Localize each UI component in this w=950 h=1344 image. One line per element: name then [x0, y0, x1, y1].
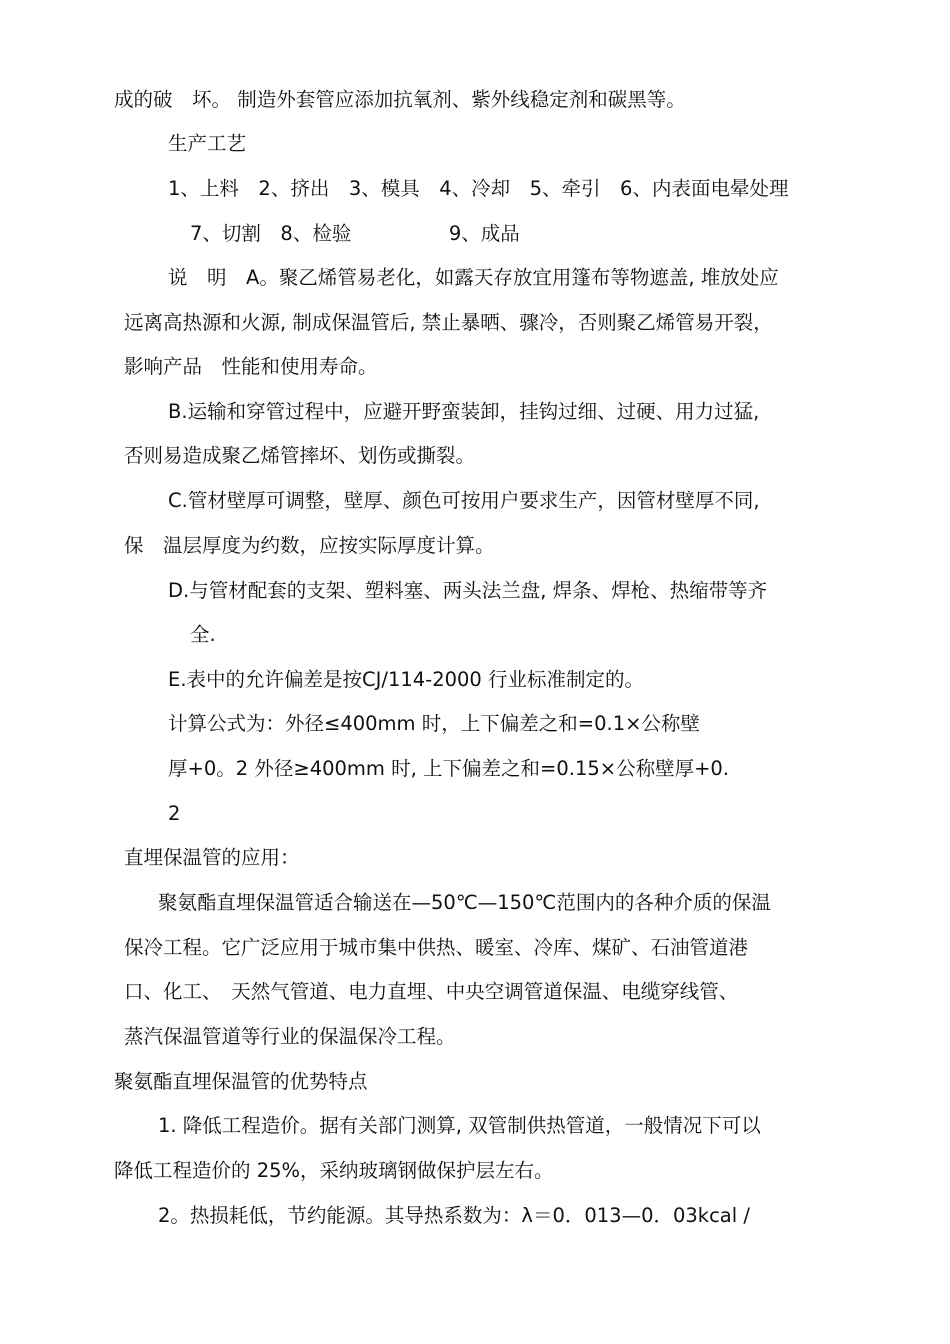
text-line: 降低工程造价的 25%，采纳玻璃钢做保护层左右。 — [114, 1159, 554, 1182]
text-line: 蒸汽保温管道等行业的保温保冷工程。 — [124, 1025, 456, 1048]
text-line: 远离高热源和火源, 制成保温管后, 禁止暴晒、骤冷，否则聚乙烯管易开裂， — [124, 311, 773, 334]
text-line: 聚氨酯直埋保温管适合输送在—50℃—150℃范围内的各种介质的保温 — [158, 891, 771, 914]
text-line: 说 明 A。聚乙烯管易老化，如露天存放宜用篷布等物遮盖, 堆放处应 — [168, 266, 779, 289]
text-line: 计算公式为：外径≤400mm 时，上下偏差之和=0.1×公称壁 — [168, 712, 700, 735]
text-line: 7、切割 8、检验 9、成品 — [190, 222, 520, 245]
text-line: 保冷工程。它广泛应用于城市集中供热、暖室、冷库、煤矿、石油管道港 — [124, 936, 749, 959]
text-line: 1. 降低工程造价。据有关部门测算, 双管制供热管道，一般情况下可以 — [158, 1114, 761, 1137]
text-line: 1、上料 2、挤出 3、模具 4、冷却 5、牵引 6、内表面电晕处理 — [168, 177, 789, 200]
section-heading: 生产工艺 — [168, 132, 247, 155]
text-line: B.运输和穿管过程中，应避开野蛮装卸，挂钩过细、过硬、用力过猛, — [168, 400, 760, 423]
section-heading: 聚氨酯直埋保温管的优势特点 — [114, 1070, 368, 1093]
text-line: C.管材壁厚可调整，壁厚、颜色可按用户要求生产，因管材壁厚不同, — [168, 489, 760, 512]
text-line: E.表中的允许偏差是按CJ/114-2000 行业标准制定的。 — [168, 668, 645, 691]
text-line: 口、化工、 天然气管道、电力直埋、中央空调管道保温、电缆穿线管、 — [124, 980, 739, 1003]
text-line: 全. — [190, 623, 216, 646]
text-line: 保 温层厚度为约数，应按实际厚度计算。 — [124, 534, 495, 557]
text-line: 厚+0。2 外径≥400mm 时, 上下偏差之和=0.15×公称壁厚+0. — [168, 757, 730, 780]
text-line: 2 — [168, 802, 181, 825]
text-line: 否则易造成聚乙烯管摔坏、划伤或撕裂。 — [124, 444, 476, 467]
text-line: 成的破 坏。 制造外套管应添加抗氧剂、紫外线稳定剂和碳黑等。 — [114, 88, 686, 111]
text-line: 影响产品 性能和使用寿命。 — [124, 355, 378, 378]
section-heading: 直埋保温管的应用： — [124, 846, 300, 869]
text-line: D.与管材配套的支架、塑料塞、两头法兰盘, 焊条、焊枪、热缩带等齐 — [168, 579, 768, 602]
text-line: 2。热损耗低，节约能源。其导热系数为：λ＝0．013—0．03kcal / — [158, 1204, 750, 1227]
